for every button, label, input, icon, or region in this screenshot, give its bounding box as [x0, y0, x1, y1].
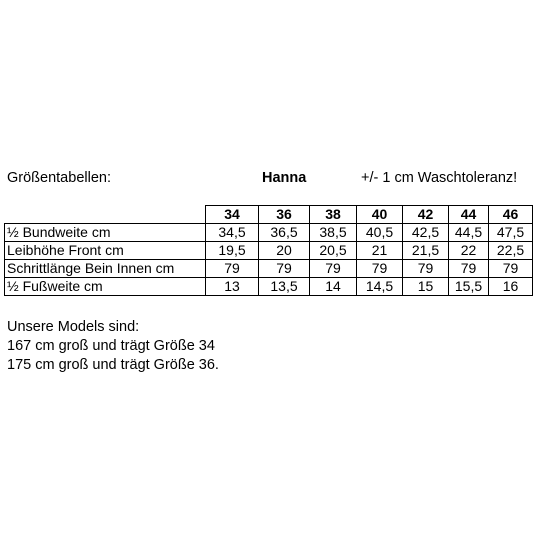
model-info-line: 175 cm groß und trägt Größe 36.	[7, 357, 219, 373]
table-cell: 20,5	[310, 242, 357, 260]
table-cell: 42,5	[403, 224, 449, 242]
table-cell: 79	[259, 260, 310, 278]
size-chart-heading: Größentabellen:	[7, 170, 111, 186]
table-cell: 15,5	[449, 278, 489, 296]
row-label: Leibhöhe Front cm	[5, 242, 206, 260]
table-row	[5, 260, 533, 278]
model-name: Hanna	[262, 170, 307, 186]
table-row	[5, 242, 533, 260]
size-col-header: 42	[403, 206, 449, 224]
table-cell: 36,5	[259, 224, 310, 242]
table-cell: 79	[489, 260, 533, 278]
table-cell: 19,5	[206, 242, 259, 260]
table-cell: 13	[206, 278, 259, 296]
size-header-row	[5, 206, 533, 224]
table-cell: 47,5	[489, 224, 533, 242]
table-cell: 44,5	[449, 224, 489, 242]
size-table	[4, 205, 533, 296]
table-cell: 79	[403, 260, 449, 278]
table-row	[5, 224, 533, 242]
model-info-line: 167 cm groß und trägt Größe 34	[7, 338, 215, 354]
model-info-heading: Unsere Models sind:	[7, 319, 140, 335]
table-cell: 79	[449, 260, 489, 278]
table-cell: 15	[403, 278, 449, 296]
table-cell: 21	[357, 242, 403, 260]
row-label: Schrittlänge Bein Innen cm	[5, 260, 206, 278]
size-col-header: 46	[489, 206, 533, 224]
table-cell: 38,5	[310, 224, 357, 242]
row-label: ½ Bundweite cm	[5, 224, 206, 242]
model-info	[7, 318, 219, 375]
table-cell: 14,5	[357, 278, 403, 296]
table-cell: 20	[259, 242, 310, 260]
table-cell: 79	[310, 260, 357, 278]
row-label: ½ Fußweite cm	[5, 278, 206, 296]
table-cell: 13,5	[259, 278, 310, 296]
size-col-header: 40	[357, 206, 403, 224]
table-cell: 14	[310, 278, 357, 296]
size-col-header: 38	[310, 206, 357, 224]
table-cell: 34,5	[206, 224, 259, 242]
table-cell: 22,5	[489, 242, 533, 260]
size-col-header: 34	[206, 206, 259, 224]
size-col-header: 44	[449, 206, 489, 224]
table-corner	[5, 206, 206, 224]
table-cell: 79	[206, 260, 259, 278]
wash-tolerance-note: +/- 1 cm Waschtoleranz!	[361, 170, 518, 186]
table-cell: 16	[489, 278, 533, 296]
size-col-header: 36	[259, 206, 310, 224]
table-cell: 21,5	[403, 242, 449, 260]
table-cell: 79	[357, 260, 403, 278]
table-cell: 22	[449, 242, 489, 260]
table-row	[5, 278, 533, 296]
table-cell: 40,5	[357, 224, 403, 242]
